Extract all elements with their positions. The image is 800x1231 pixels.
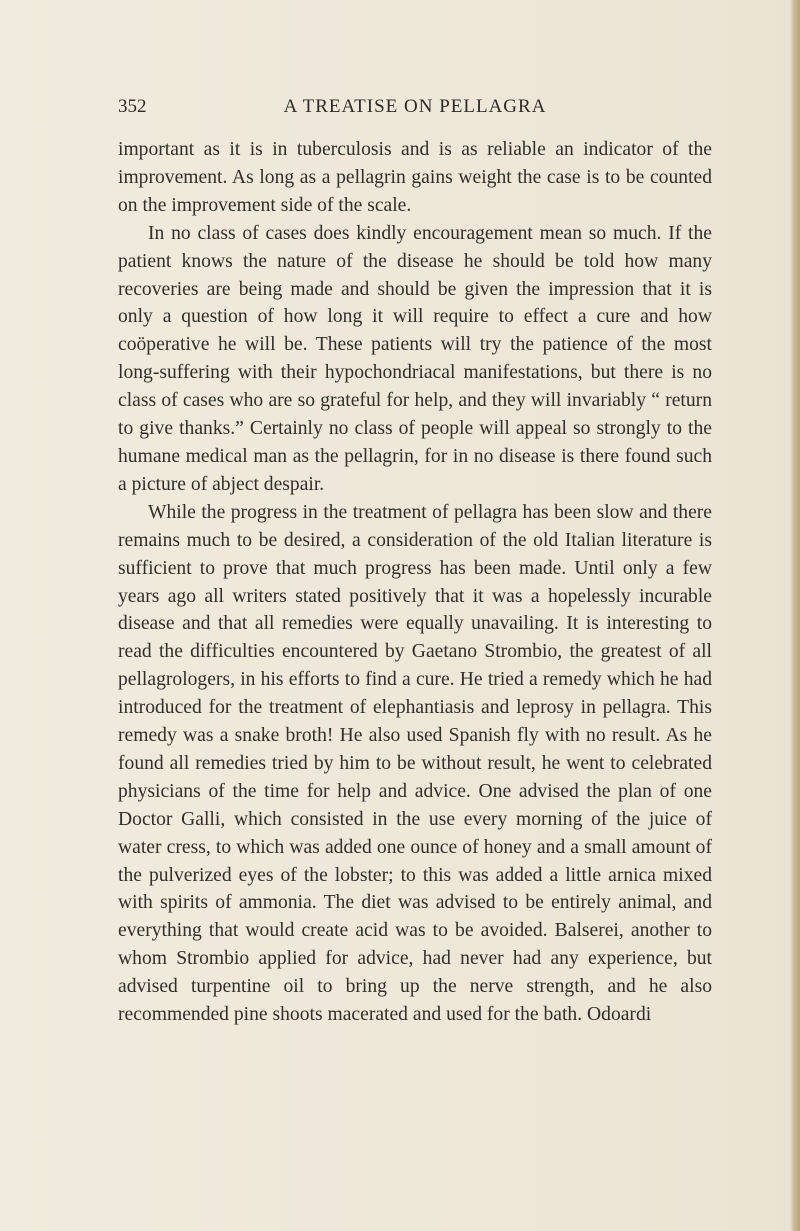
paragraph-encouragement: In no class of cases does kindly encouragement mean so much. If the patient knows the nature of the disease he should be told how many recoveries are being made and should be given the impression that it is only a question of how long it will require to effect a cure and how coöperative he will be. These patients will try the patience of the most long-suffering with their hypochondriacal manifestations, but there is no class of cases who are so grateful for help, and they will invariably “ return to give thanks.” Certainly no class of people will appeal so strongly to the humane medical man as the pellagrin, for in no disease is there found such a picture of abject despair. xyxy=(118,222,712,495)
page-header xyxy=(118,96,712,122)
running-title: A TREATISE ON PELLAGRA xyxy=(283,96,547,117)
body-text xyxy=(118,136,712,1029)
paragraph-progress: While the progress in the treatment of pellagra has been slow and there remains much to be desired, a consideration of the old Italian literature is sufficient to prove that much progress has been made. Until only a few years ago all writers stated positively that it was a hopelessly incurable disease and that all remedies were equally unavailing. It is interesting to read the difficulties encountered by Gaetano Strombio, the greatest of all pellagrologers, in his efforts to find a cure. He tried a remedy which he had introduced for the treatment of elephantiasis and leprosy in pellagra. This remedy was a snake broth! He also used Spanish fly with no result. As he found all remedies tried by him to be without result, he went to celebrated physicians of the time for help and advice. One advised the plan of one Doctor Galli, which consisted in the use every morning of the juice of water cress, to which was added one ounce of honey and a small amount of the pulverized eyes of the lobster; to this was added a little arnica mixed with spirits of ammonia. The diet was advised to be entirely animal, and everything that would create acid was to be avoided. Balserei, another to whom Strombio applied for advice, had never had any experience, but advised turpentine oil to bring up the nerve strength, and he also recommended pine shoots macerated and used for the bath. Odoardi xyxy=(118,501,712,1026)
page-number: 352 xyxy=(118,96,147,117)
page-edge-shadow xyxy=(790,0,800,1231)
paragraph-continuation: important as it is in tuberculosis and is as reliable an indicator of the improvement. As long as a pellagrin gains weight the case is to be counted on the improvement side of the scale. xyxy=(118,139,712,216)
